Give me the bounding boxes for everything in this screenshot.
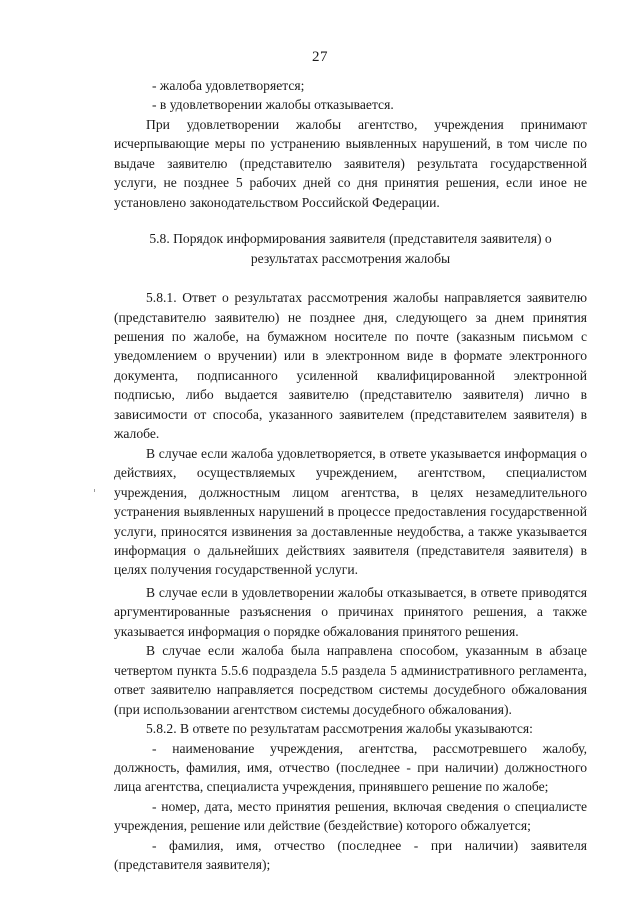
paragraph-complaint-rejected: - в удовлетворении жалобы отказывается. — [152, 97, 394, 113]
paragraph-rejected-response: В случае если в удовлетворении жалобы отказывается, в ответе приводятся аргументированные разъяснения о причинах принятого решения, а также указывается информация о порядке обжалования принятого решения. — [114, 584, 587, 639]
paragraph-5-8-2: 5.8.2. В ответе по результатам рассмотрения жалобы указываются: — [146, 721, 533, 737]
paragraph-5-8-1: 5.8.1. Ответ о результатах рассмотрения жалобы направляется заявителю (представителю заявителю) не позднее дня, следующего за днем принятия решения по жалобе, на бумажном носителе по почте (заказным письмом с уведомлением о вручении) или в электронном виде в формате электронного документа, подписанного усиленной квалифицированной электронной подписью, либо выдается заявителю (представителю заявителя) лично в зависимости от способа, указанного заявителем (представителем заявителя) в жалобе. — [114, 290, 587, 442]
paragraph-pretrial-system: В случае если жалоба была направлена способом, указанным в абзаце четвертом пункта 5.5.6 подраздела 5.5 раздела 5 административного регламента, ответ заявителю направляется посредством системы досудебного обжалования (при использовании агентством системы досудебного обжалования). — [114, 643, 587, 717]
section-heading-5-8: 5.8. Порядок информирования заявителя (представителя заявителя) о результатах рассмотрения жалобы — [149, 231, 552, 266]
paragraph-complaint-satisfied: - жалоба удовлетворяется; — [152, 78, 305, 93]
scan-artifact-mark — [94, 489, 95, 492]
paragraph-satisfied-response: В случае если жалоба удовлетворяется, в ответе указывается информация о действиях, осуществляемых учреждением, агентством, специалистом учреждения, должностным лицом агентства, в целях незамедлительного устранения выявленных нарушений в процессе предоставления государственной услуги, приносятся извинения за доставленные неудобства, а также указывается информация о дальнейших действиях заявителя (представителя заявителя) в целях получения государственной услуги. — [114, 445, 587, 578]
list-item-applicant-name: - фамилия, имя, отчество (последнее - при наличии) заявителя (представителя заявителя); — [114, 837, 587, 873]
page-number: 27 — [312, 49, 328, 65]
paragraph-satisfaction-measures: При удовлетворении жалобы агентство, учреждения принимают исчерпывающие меры по устранению выявленных нарушений, в том числе по выдаче заявителю (представителю заявителя) результата государственной услуги, не позднее 5 рабочих дней со дня принятия решения, если иное не установлено законодательством Российской Федерации. — [114, 116, 587, 210]
list-item-decision-number: - номер, дата, место принятия решения, включая сведения о специалисте учреждения, решение или действие (бездействие) которого обжалуется; — [114, 798, 587, 834]
list-item-institution-name: - наименование учреждения, агентства, рассмотревшего жалобу, должность, фамилия, имя, отчество (последнее - при наличии) должностного лица агентства, специалиста учреждения, принявшего решение по жалобе; — [114, 740, 587, 795]
document-body — [114, 76, 587, 875]
